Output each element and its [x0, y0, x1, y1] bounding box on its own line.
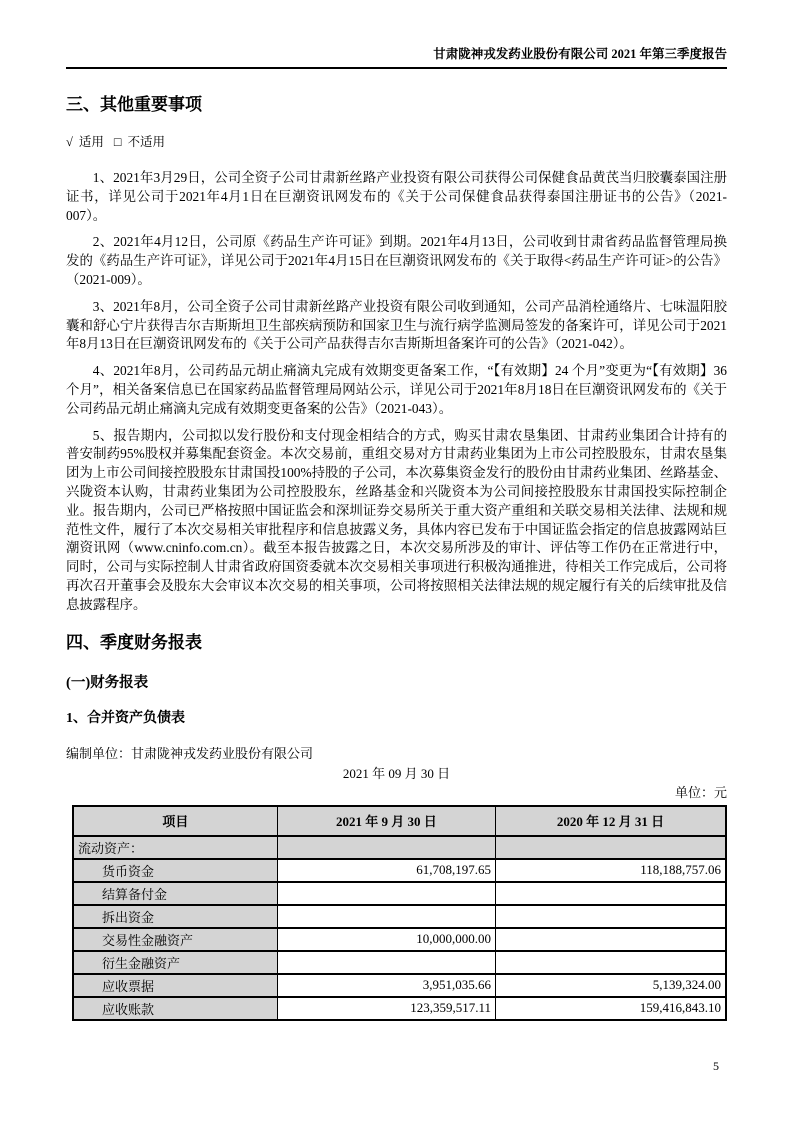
applicability-line: [66, 134, 727, 151]
row-value: [495, 951, 726, 974]
column-header-prior-period: 2020 年 12 月 31 日: [495, 806, 726, 836]
column-header-item: 项目: [73, 806, 277, 836]
header-rule: [66, 67, 727, 69]
row-value: 123,359,517.11: [277, 997, 495, 1020]
row-label: 拆出资金: [73, 905, 277, 928]
other-matters-paragraph-5: 5、报告期内，公司拟以发行股份和支付现金相结合的方式，购买甘肃农垦集团、甘肃药业集团合计持有的普安制药95%股权并募集配套资金。本次交易前，重组交易对方甘肃药业集团为上市公司控股股东，甘肃农垦集团为上市公司间接控股股东甘肃国投100%持股的子公司，本次募集资金发行的股份由甘肃药业集团、丝路基金、兴陇资本认购，甘肃药业集团为公司控股股东，丝路基金和兴陇资本为公司间接控股股东甘肃国投实际控制企业。报告期内，公司已严格按照中国证监会和深圳证券交易所关于重大资产重组和关联交易相关法律、法规和规范性文件，履行了本次交易相关审批程序和信息披露义务，具体内容已发布于中国证监会指定的信息披露网站巨潮资讯网（www.cninfo.com.cn）。截至本报告披露之日，本次交易所涉及的审计、评估等工作仍在正常进行中，同时，公司与实际控制人甘肃省政府国资委就本次交易相关事项进行积极沟通推进，待相关工作完成后，公司将再次召开董事会及股东大会审议本次交易的相关事项，公司将按照相关法律法规的规定履行有关的后续审批及信息披露程序。: [66, 427, 727, 612]
table-row: [73, 882, 726, 905]
table-header-row: [73, 806, 726, 836]
not-applicable-label: 不适用: [127, 135, 165, 149]
running-header: 甘肃陇神戎发药业股份有限公司 2021 年第三季度报告: [433, 47, 727, 61]
row-value: 5,139,324.00: [495, 974, 726, 997]
checkmark-icon: √: [66, 135, 73, 149]
row-label: 应收账款: [73, 997, 277, 1020]
row-label: 货币资金: [73, 859, 277, 882]
statement-date-line: 2021 年 09 月 30 日: [342, 765, 451, 781]
row-value: [277, 951, 495, 974]
row-value: [495, 882, 726, 905]
other-matters-paragraph-3: 3、2021年8月，公司全资子公司甘肃新丝路产业投资有限公司收到通知，公司产品消栓通络片、七味温阳胶囊和舒心宁片获得吉尔吉斯斯坦卫生部疾病预防和国家卫生与流行病学监测局签发的备案许可，详见公司于2021年8月13日在巨潮资讯网发布的《关于公司产品获得吉尔吉斯斯坦备案许可的公告》（2021-042）。: [66, 298, 727, 352]
page-number: 5: [713, 1059, 719, 1073]
column-header-current-period: 2021 年 9 月 30 日: [277, 806, 495, 836]
row-value: 61,708,197.65: [277, 859, 495, 882]
table-row: [73, 836, 726, 859]
table-row: [73, 974, 726, 997]
row-value: [277, 905, 495, 928]
row-label: 交易性金融资产: [73, 928, 277, 951]
row-label: 流动资产：: [73, 836, 277, 859]
row-value: [495, 905, 726, 928]
row-value: 118,188,757.06: [495, 859, 726, 882]
table-row: [73, 997, 726, 1020]
balance-sheet-body: [73, 836, 726, 1020]
row-label: 应收票据: [73, 974, 277, 997]
balance-sheet-table: [72, 805, 727, 1021]
row-value: 10,000,000.00: [277, 928, 495, 951]
prepared-by-line: 编制单位：甘肃陇神戎发药业股份有限公司: [66, 745, 314, 761]
subsection-financial-statements: (一)财务报表: [66, 674, 149, 691]
other-matters-paragraph-1: 1、2021年3月29日，公司全资子公司甘肃新丝路产业投资有限公司获得公司保健食品黄芪当归胶囊泰国注册证书，详见公司于2021年4月1日在巨潮资讯网发布的《关于公司保健食品获得泰国注册证书的公告》（2021-007）。: [66, 170, 727, 223]
table-row: [73, 859, 726, 882]
applicable-label: 适用: [78, 135, 104, 149]
row-value: 159,416,843.10: [495, 997, 726, 1020]
table-row: [73, 951, 726, 974]
section-heading-other-matters: 三、其他重要事项: [66, 95, 202, 114]
row-value: [277, 882, 495, 905]
row-label: 衍生金融资产: [73, 951, 277, 974]
checkbox-unchecked-icon: □: [113, 135, 122, 149]
row-value: [277, 836, 495, 859]
row-value: [495, 928, 726, 951]
other-matters-paragraph-2: 2、2021年4月12日，公司原《药品生产许可证》到期。2021年4月13日，公司收到甘肃省药品监督管理局换发的《药品生产许可证》，详见公司于2021年4月15日在巨潮资讯网发布的《关于取得<药品生产许可证>的公告》（2021-009）。: [66, 234, 727, 287]
table-row: [73, 928, 726, 951]
section-heading-financial-statements: 四、季度财务报表: [66, 632, 202, 652]
table-row: [73, 905, 726, 928]
unit-label: 单位：元: [674, 784, 727, 800]
other-matters-paragraph-4: 4、2021年8月，公司药品元胡止痛滴丸完成有效期变更备案工作，“【有效期】24 个月”变更为“【有效期】36 个月”，相关备案信息已在国家药品监督管理局网站公示，详见公司于2021年8月18日在巨潮资讯网发布的《关于公司药品元胡止痛滴丸完成有效期变更备案的公告》（2021-043）。: [66, 363, 727, 416]
row-label: 结算备付金: [73, 882, 277, 905]
row-value: [495, 836, 726, 859]
statement-title: 1、合并资产负债表: [66, 710, 185, 726]
row-value: 3,951,035.66: [277, 974, 495, 997]
